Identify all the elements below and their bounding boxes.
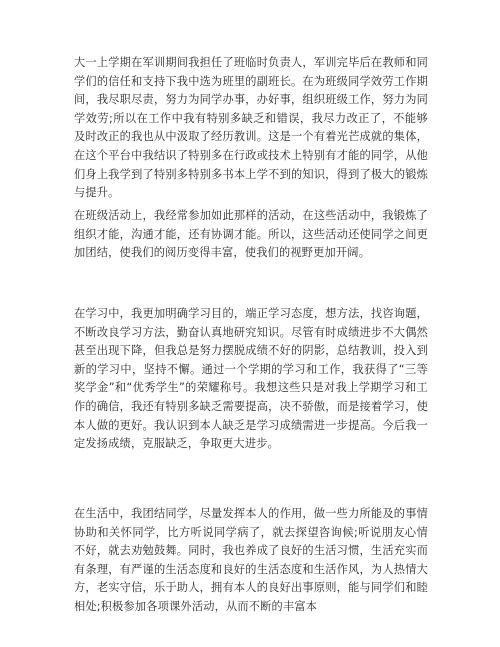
paragraph-class-leader: 大一上学期在军训期间我担任了班临时负责人，军训完毕后在教师和同学们的信任和支持下我中选为班里的副班长。在为班级同学效劳工作期间，我尽职尽责，努力为同学办事，办好事，组织班级工作，努力为同学效劳;所以在工作中我有特别多缺乏和错误，我尽力改正了，不能够及时改正的我也从中汲取了经历教训。这是一个有着光芒成就的集体，在这个平台中我结识了特别多在行政或技术上特别有才能的同学，从他们身上我学到了特别多特别多书本上学不到的知识，得到了极大的锻炼与提升。 [74, 56, 428, 200]
paragraph-study: 在学习中，我更加明确学习目的，端正学习态度，想方法，找咨询题，不断改良学习方法，勤奋认真地研究知识。尽管有时成绩进步不大偶然甚至出现下降，但我总是努力摆脱成绩不好的阴影，总结教训，投入到新的学习中，坚持不懈。通过一个学期的学习和工作，我获得了“三等奖学金”和“优秀学生”的荣耀称号。我想这些只是对我上学期学习和工作的确信，我还有特别多缺乏需要提高，决不骄傲，而是接着学习，使本人做的更好。我认识到本人缺乏是学习成绩需进一步提高。今后我一定发扬成绩，克服缺乏，争取更大进步。 [74, 307, 428, 451]
paragraph-class-activities: 在班级活动上，我经常参加如此那样的活动，在这些活动中，我锻炼了组织才能，沟通才能，还有协调才能。所以，这些活动还使同学之间更加团结，使我们的阅历变得丰富，使我们的视野更加开阔。 [74, 209, 428, 260]
paragraph-life: 在生活中，我团结同学，尽量发挥本人的作用，做一些力所能及的事情协助和关怀同学，比方听说同学病了，就去探望咨询候;听说朋友心情不好，就去劝勉鼓舞。同时，我也养成了良好的生活习惯，生活充实而有条理，有严谨的生活态度和良好的生活态度和生活作风，为人热情大方，老实守信，乐于助人，拥有本人的良好出事原则，能与同学们和睦相处;积极参加各项课外活动，从而不断的丰富本 [74, 507, 428, 613]
